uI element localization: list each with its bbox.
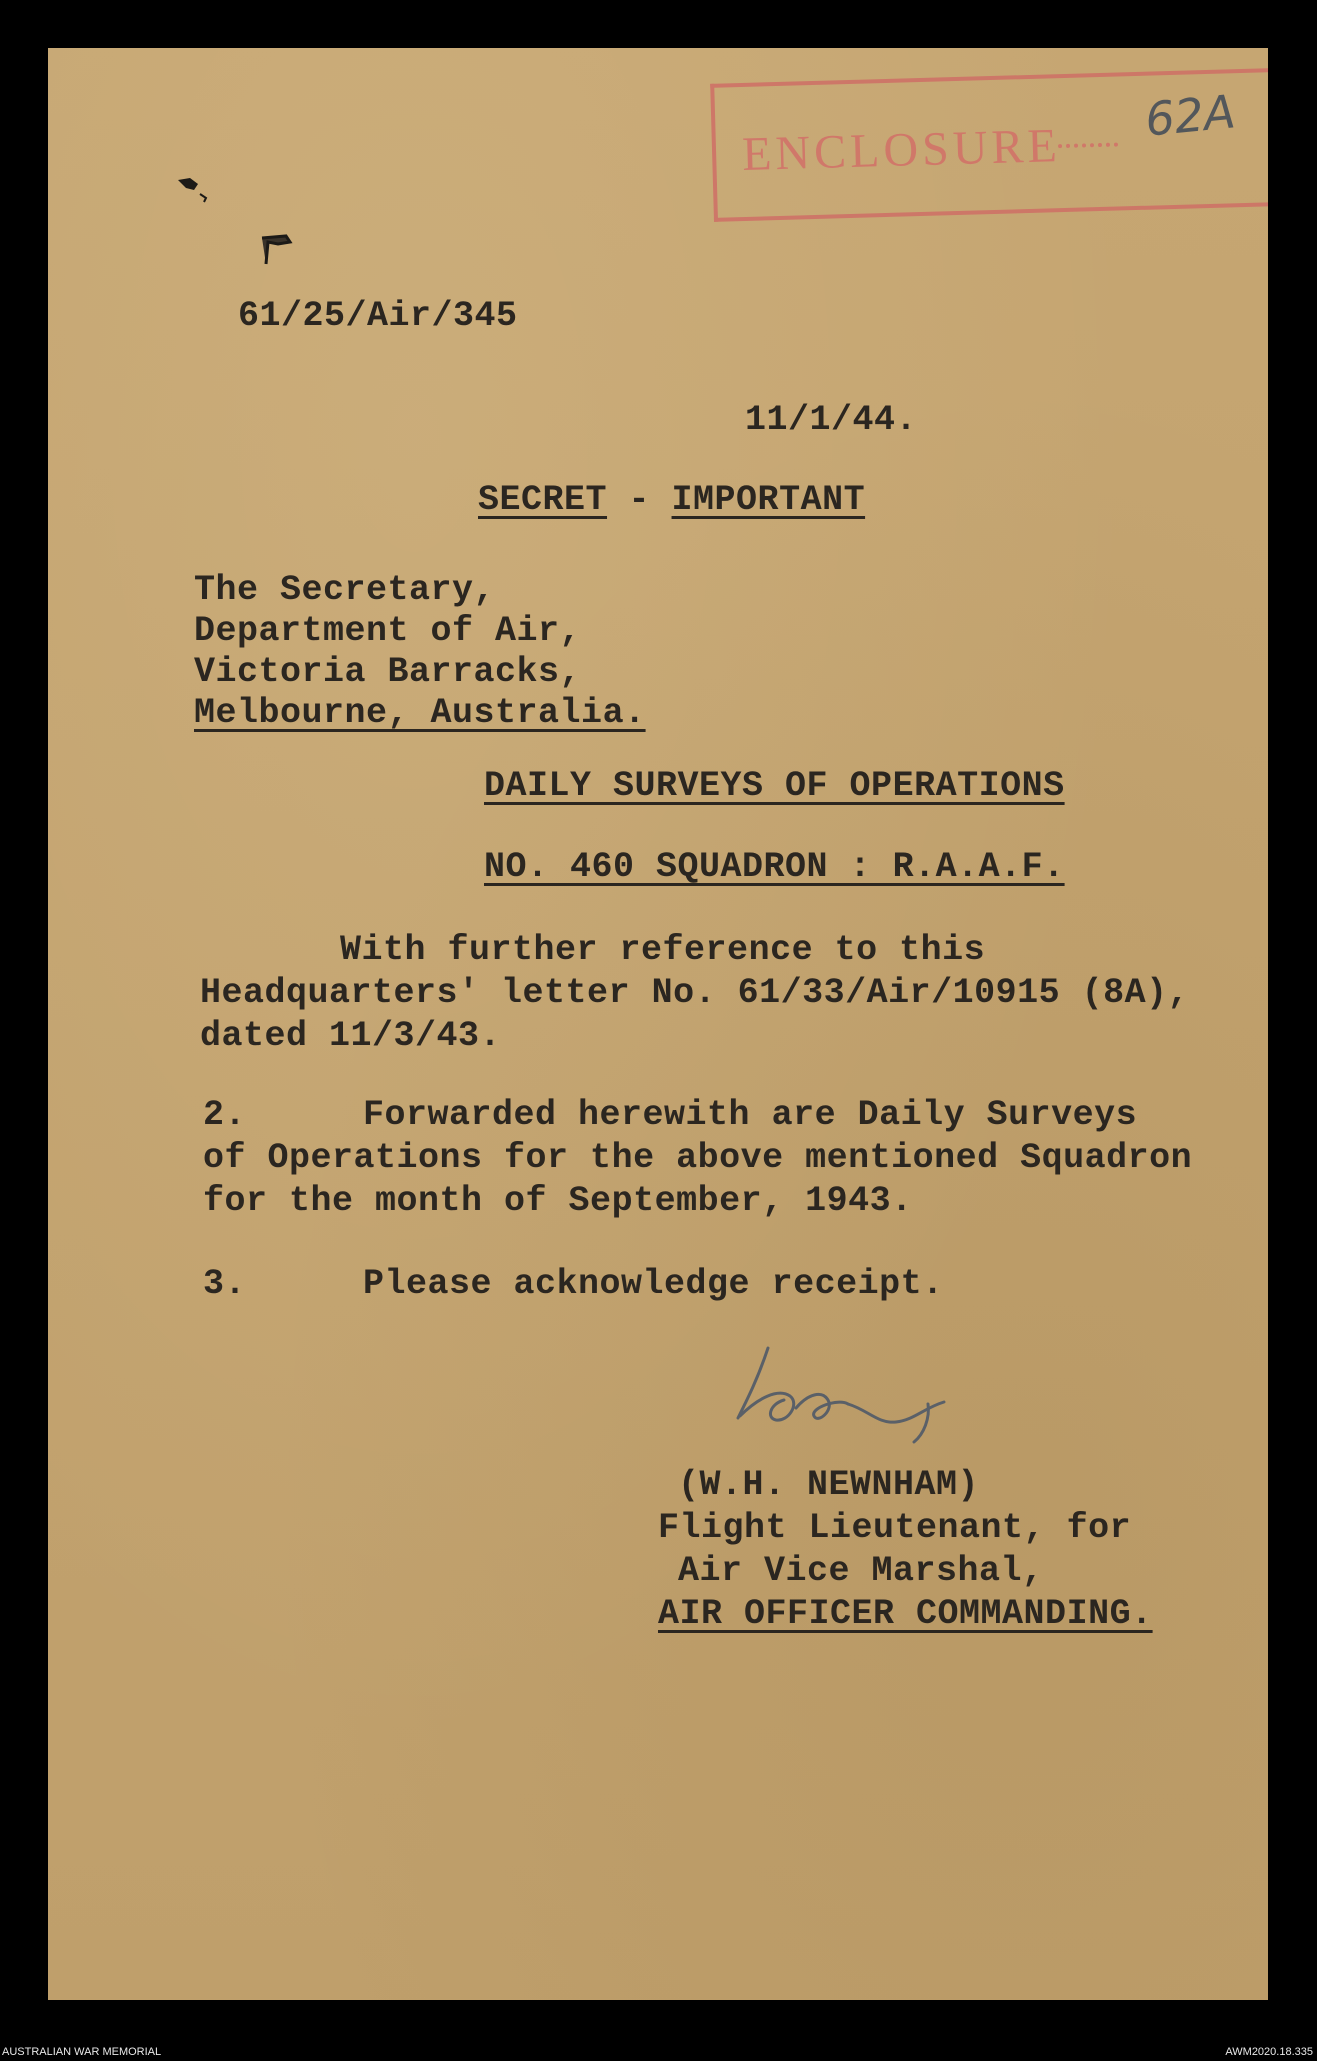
footer-accession-number: AWM2020.18.335 bbox=[1225, 2046, 1313, 2058]
paragraph2-line-2: of Operations for the above mentioned Squadron bbox=[203, 1138, 1193, 1178]
handwritten-signature bbox=[718, 1338, 968, 1458]
stamp-word: ENCLOSURE bbox=[741, 119, 1062, 181]
signatory-rank: Flight Lieutenant, for bbox=[658, 1508, 1132, 1548]
footer-collection-label: AUSTRALIAN WAR MEMORIAL bbox=[2, 2046, 162, 2058]
addressee-line-3: Victoria Barracks, bbox=[194, 652, 582, 692]
punch-mark-bottom bbox=[256, 234, 306, 274]
paragraph1-line-1: With further reference to this bbox=[340, 930, 986, 970]
classification-heading bbox=[478, 478, 865, 522]
addressee-line-4: Melbourne, Australia. bbox=[194, 693, 646, 733]
letter-page bbox=[48, 48, 1268, 2000]
signatory-on-behalf: Air Vice Marshal, bbox=[678, 1551, 1044, 1591]
classification-separator: - bbox=[607, 480, 672, 520]
addressee-line-2: Department of Air, bbox=[194, 611, 582, 651]
subject-line-2: NO. 460 SQUADRON : R.A.A.F. bbox=[484, 847, 1065, 887]
classification-important: IMPORTANT bbox=[671, 480, 866, 520]
file-reference: 61/25/Air/345 bbox=[238, 296, 518, 336]
paragraph2-line-1: Forwarded herewith are Daily Surveys bbox=[363, 1095, 1138, 1135]
paragraph1-line-2: Headquarters' letter No. 61/33/Air/10915 (8A), bbox=[200, 973, 1190, 1013]
stamp-dotted-line bbox=[1058, 143, 1118, 149]
paragraph1-line-3: dated 11/3/43. bbox=[200, 1016, 502, 1056]
addressee-line-1: The Secretary, bbox=[194, 570, 496, 610]
paragraph3-line-1: Please acknowledge receipt. bbox=[363, 1264, 944, 1304]
letter-date: 11/1/44. bbox=[745, 400, 918, 440]
signatory-name: (W.H. NEWNHAM) bbox=[678, 1465, 980, 1505]
paragraph2-number: 2. bbox=[203, 1095, 247, 1135]
stamp-handwritten-number: 62A bbox=[1142, 84, 1238, 147]
punch-mark-top bbox=[176, 170, 216, 210]
subject-line-1: DAILY SURVEYS OF OPERATIONS bbox=[484, 766, 1065, 806]
paragraph2-line-3: for the month of September, 1943. bbox=[203, 1181, 913, 1221]
enclosure-stamp bbox=[710, 68, 1268, 222]
signatory-office: AIR OFFICER COMMANDING. bbox=[658, 1594, 1153, 1634]
paragraph3-number: 3. bbox=[203, 1264, 247, 1304]
classification-secret: SECRET bbox=[478, 480, 608, 520]
